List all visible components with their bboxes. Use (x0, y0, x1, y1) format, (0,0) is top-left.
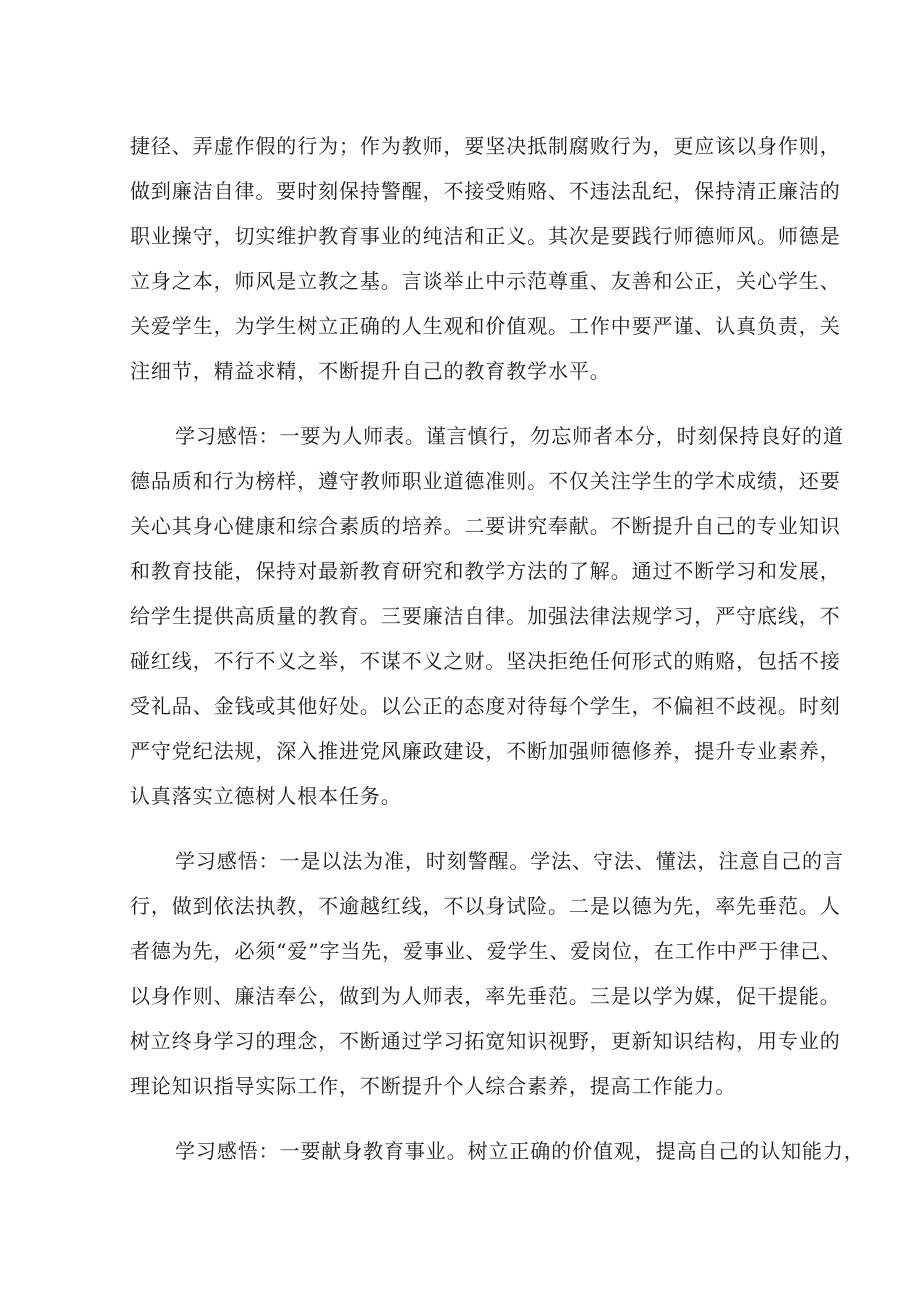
paragraph-line: 关爱学生，为学生树立正确的人生观和价值观。工作中要严谨、认真负责，关 (130, 314, 841, 338)
paragraph-line: 认真落实立德树人根本任务。 (130, 784, 402, 808)
paragraph-line: 学习感悟：一要献身教育事业。树立正确的价值观，提高自己的认知能力， (175, 1139, 865, 1163)
paragraph-line: 捷径、弄虚作假的行为；作为教师，要坚决抵制腐败行为，更应该以身作则， (130, 134, 841, 158)
paragraph-line: 碰红线，不行不义之举，不谋不义之财。坚决拒绝任何形式的贿赂，包括不接 (130, 649, 841, 673)
paragraph-line: 关心其身心健康和综合素质的培养。二要讲究奉献。不断提升自己的专业知识 (130, 514, 841, 538)
paragraph-line: 者德为先，必须“爱”字当先，爱事业、爱学生、爱岗位，在工作中严于律己、 (130, 939, 842, 963)
paragraph-line: 注细节，精益求精，不断提升自己的教育教学水平。 (130, 359, 611, 383)
paragraph-line: 受礼品、金钱或其他好处。以公正的态度对待每个学生，不偏袒不歧视。时刻 (130, 694, 841, 718)
paragraph-line: 和教育技能，保持对最新教育研究和教学方法的了解。通过不断学习和发展， (130, 559, 841, 583)
paragraph-line: 给学生提供高质量的教育。三要廉洁自律。加强法律法规学习，严守底线，不 (130, 604, 841, 628)
paragraph-line: 学习感悟：一要为人师表。谨言慎行，勿忘师者本分，时刻保持良好的道 (175, 424, 844, 448)
paragraph-line: 理论知识指导实际工作，不断提升个人综合素养，提高工作能力。 (130, 1074, 737, 1098)
paragraph-line: 做到廉洁自律。要时刻保持警醒，不接受贿赂、不违法乱纪，保持清正廉洁的 (130, 179, 841, 203)
paragraph-line: 学习感悟：一是以法为准，时刻警醒。学法、守法、懂法，注意自己的言 (175, 849, 844, 873)
paragraph-line: 职业操守，切实维护教育事业的纯洁和正义。其次是要践行师德师风。师德是 (130, 224, 841, 248)
paragraph-line: 德品质和行为榜样，遵守教师职业道德准则。不仅关注学生的学术成绩，还要 (130, 469, 841, 493)
paragraph-line: 严守党纪法规，深入推进党风廉政建设，不断加强师德修养，提升专业素养， (130, 739, 841, 763)
paragraph-line: 树立终身学习的理念，不断通过学习拓宽知识视野，更新知识结构，用专业的 (130, 1029, 841, 1053)
paragraph-line: 以身作则、廉洁奉公，做到为人师表，率先垂范。三是以学为媒，促干提能。 (130, 984, 841, 1008)
paragraph-line: 立身之本，师风是立教之基。言谈举止中示范尊重、友善和公正，关心学生、 (130, 269, 841, 293)
paragraph-line: 行，做到依法执教，不逾越红线，不以身试险。二是以德为先，率先垂范。人 (130, 894, 841, 918)
